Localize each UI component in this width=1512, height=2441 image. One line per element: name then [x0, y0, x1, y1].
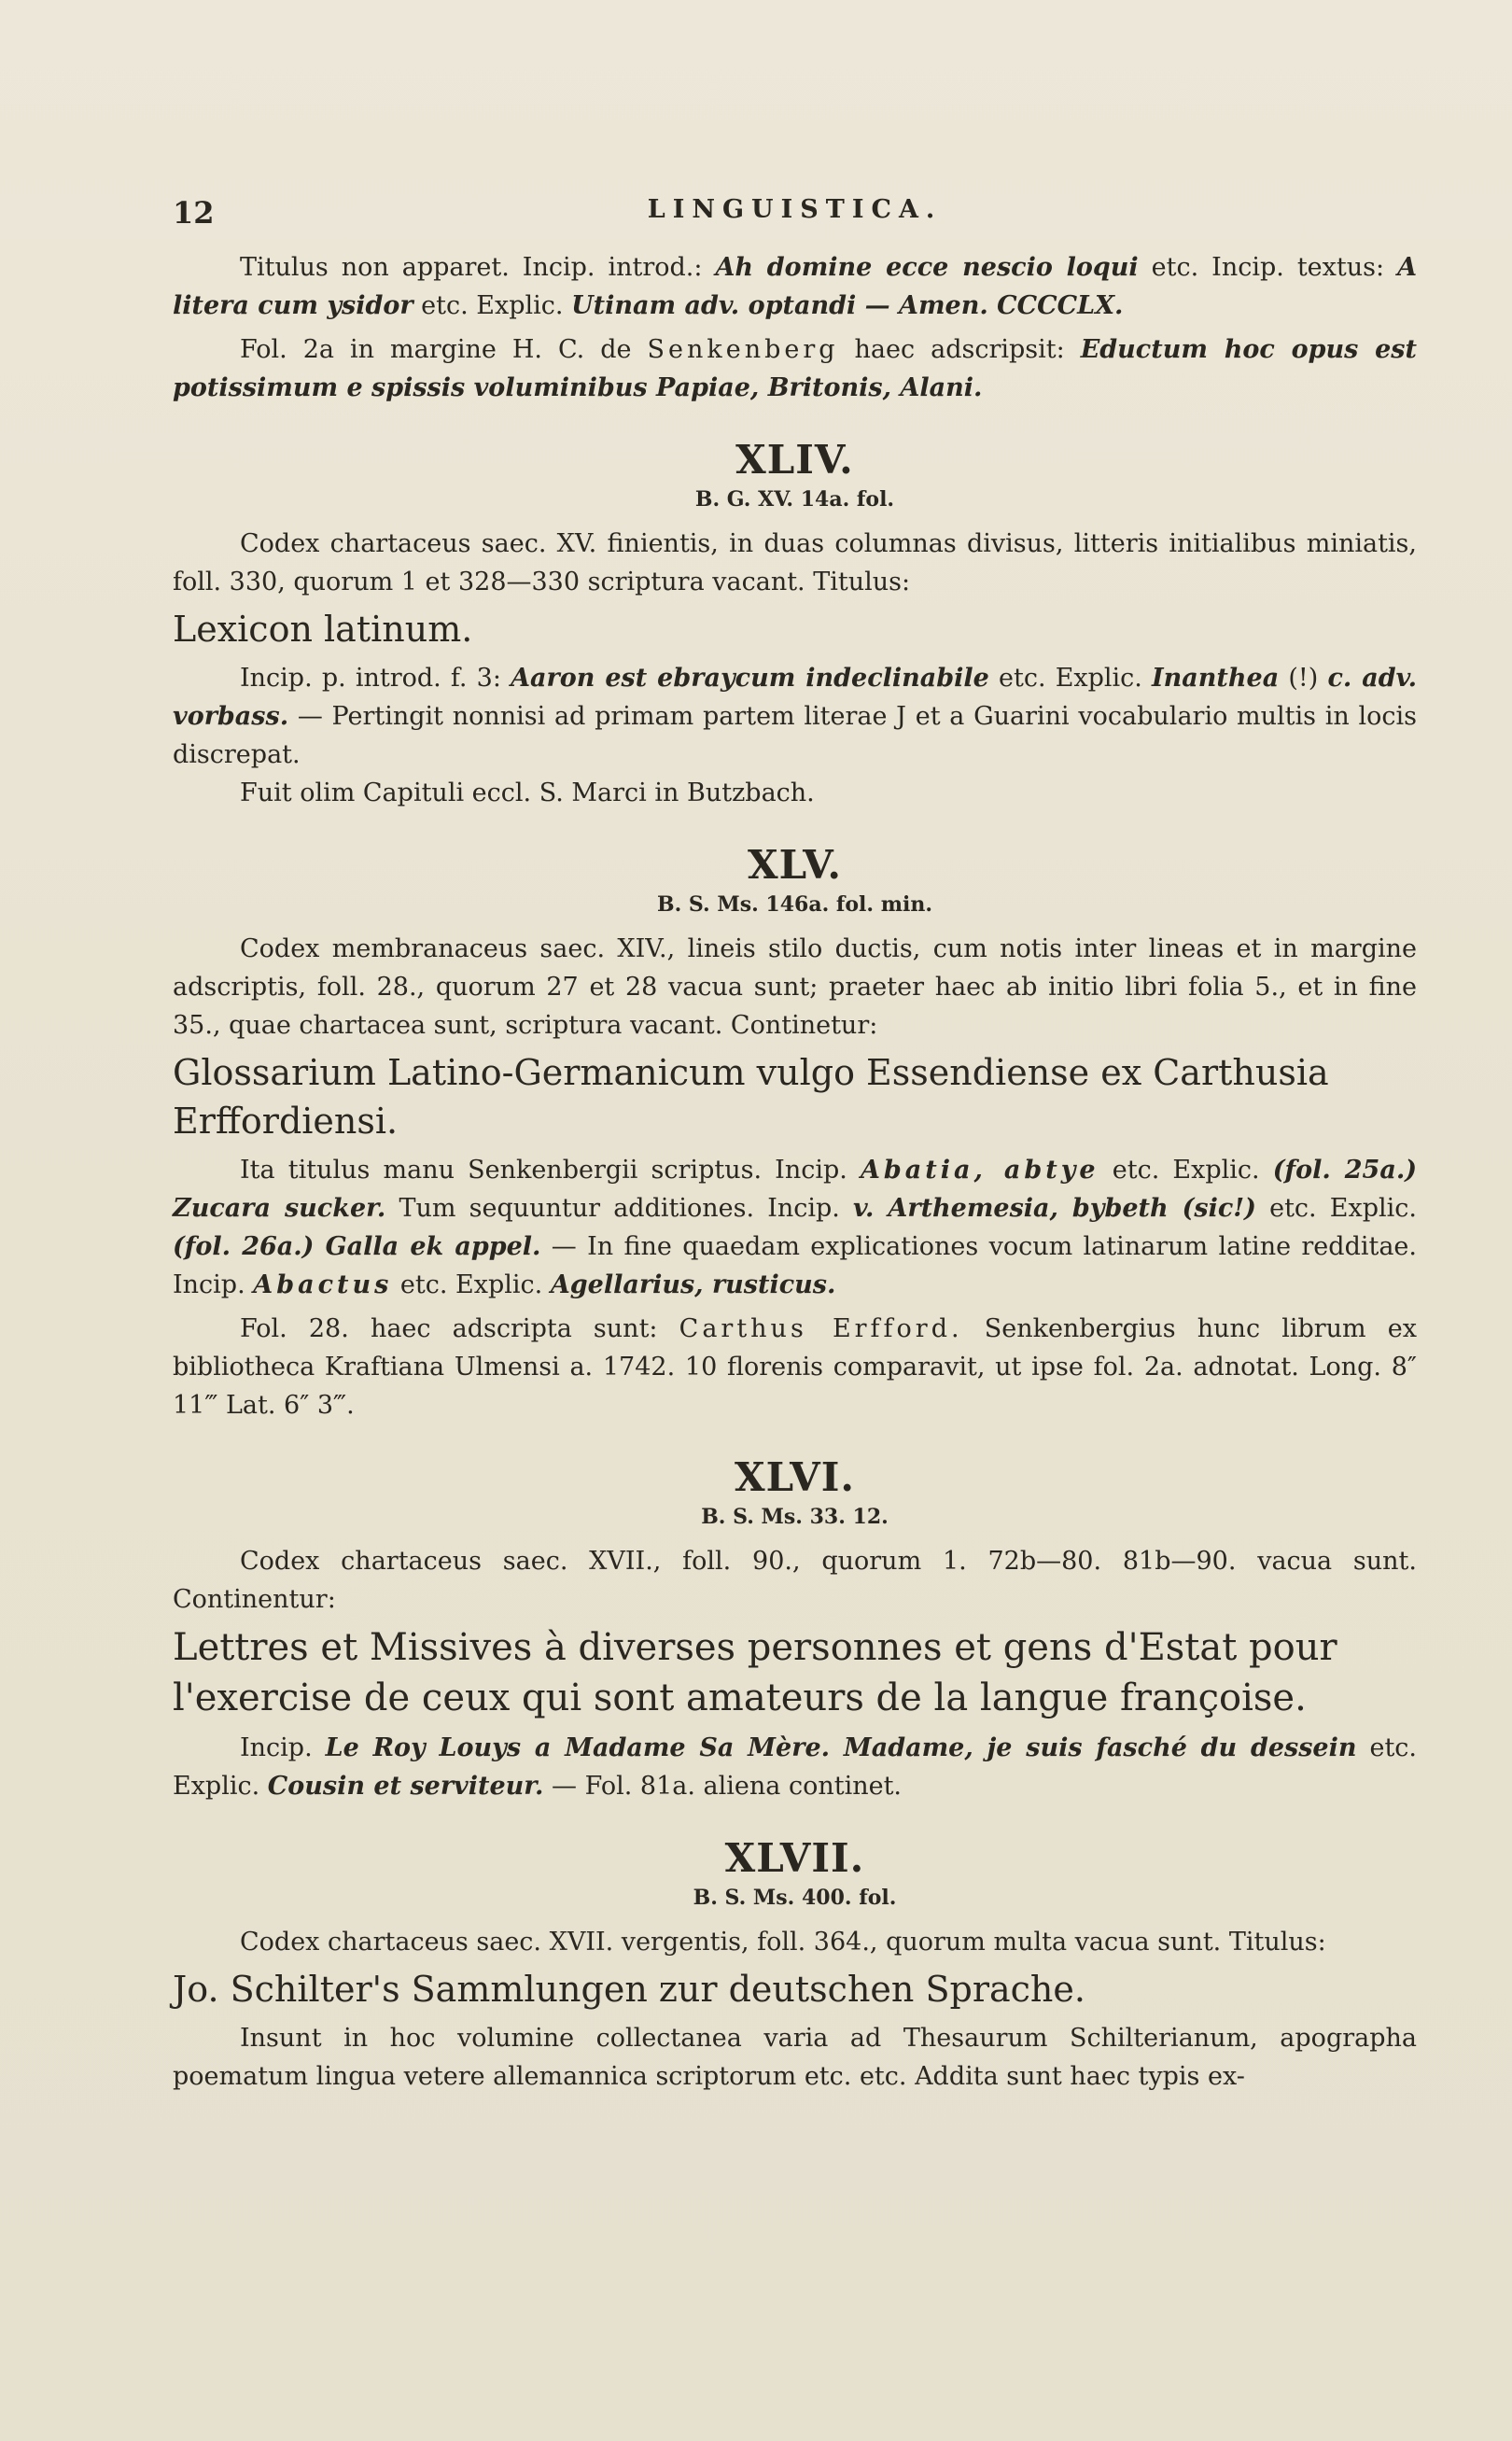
incipit-xlv: Ita titulus manu Senkenbergii scriptus. Incip. Abatia, abtye etc. Explic. (fol. 25a.) Zucara sucker. Tum sequuntur additiones. Incip. v. Arthemesia, bybeth (sic!) etc. Explic. (fol. 26a.) Galla ek appel. — In fine quaedam explicationes vocum latinarum latine redditae. Incip. Abactus etc. Explic. Agellarius, rusticus.	[173, 1156, 1418, 1299]
page-number: 12	[173, 195, 215, 231]
description-xliv: Codex chartaceus saec. XV. finientis, in duas columnas divisus, litteris initialibus miniatis, foll. 330, quorum 1 et 328—330 scriptura vacant. Titulus:	[173, 529, 1417, 596]
provenance-xliv: Fuit olim Capituli eccl. S. Marci in Butzbach.	[240, 779, 815, 807]
shelfmark-xliv: B. G. XV. 14a. fol.	[694, 487, 895, 512]
description-xlvi: Codex chartaceus saec. XVII., foll. 90., quorum 1. 72b—80. 81b—90. vacua sunt. Continentur:	[173, 1547, 1417, 1614]
shelfmark-xlvii: B. S. Ms. 400. fol.	[693, 1886, 897, 1910]
page-header	[173, 179, 1417, 231]
section-title-xlvii: XLVII.	[724, 1835, 865, 1881]
section-title-xlvi: XLVI.	[735, 1454, 855, 1500]
incipit-xlvi: Incip. Le Roy Louys a Madame Sa Mère. Madame, je suis fasché du dessein etc. Explic. Cousin et serviteur. — Fol. 81a. aliena continet.	[173, 1733, 1418, 1801]
intro-paragraph-1: Titulus non apparet. Incip. introd.: Ah domine ecce nescio loqui etc. Incip. textus: A litera cum ysidor etc. Explic. Utinam adv. optandi — Amen. CCCCLX.	[173, 253, 1418, 320]
section-title-xliv: XLIV.	[735, 437, 854, 483]
shelfmark-xlvi: B. S. Ms. 33. 12.	[701, 1505, 889, 1529]
work-title-xlv: Glossarium Latino-Germanicum vulgo Essendiense ex Carthusia Erffordiensi.	[173, 1052, 1329, 1142]
section-title-xlv: XLV.	[747, 842, 842, 888]
work-title-xlvi: Lettres et Missives à diverses personnes et gens d'Estat pour l'exercise de ceux qui sont amateurs de la langue françoise.	[173, 1626, 1337, 1719]
description-xlv: Codex membranaceus saec. XIV., lineis stilo ductis, cum notis inter lineas et in margine adscriptis, foll. 28., quorum 27 et 28 vacua sunt; praeter haec ab initio libri folia 5., et in fine 35., quae chartacea sunt, scriptura vacant. Continetur:	[173, 934, 1417, 1040]
running-head: LINGUISTICA.	[647, 195, 943, 224]
shelfmark-xlv: B. S. Ms. 146a. fol. min.	[657, 892, 932, 917]
note-xlv: Fol. 28. haec adscripta sunt: Carthus Erfford. Senkenbergius hunc librum ex bibliotheca Kraftiana Ulmensi a. 1742. 10 florenis comparavit, ut ipse fol. 2a. adnotat. Long. 8″ 11‴ Lat. 6″ 3‴.	[173, 1314, 1417, 1420]
intro-paragraph-2: Fol. 2a in margine H. C. de Senkenberg haec adscripsit: Eductum hoc opus est potissimum e spissis voluminibus Papiae, Britonis, Alani.	[173, 335, 1417, 402]
incipit-xliv: Incip. p. introd. f. 3: Aaron est ebraycum indeclinabile etc. Explic. Inanthea (!) c. adv. vorbass. — Pertingit nonnisi ad primam partem literae J et a Guarini vocabulario multis in locis discrepat.	[173, 664, 1417, 769]
description-xlvii: Codex chartaceus saec. XVII. vergentis, foll. 364., quorum multa vacua sunt. Titulus:	[240, 1928, 1326, 1957]
work-title-xlvii: Jo. Schilter's Sammlungen zur deutschen Sprache.	[173, 1969, 1085, 2010]
contents-xlvii: Insunt in hoc volumine collectanea varia ad Thesaurum Schilterianum, apographa poematum lingua vetere allemannica scriptorum etc. etc. Addita sunt haec typis ex-	[173, 2024, 1417, 2091]
work-title-xliv: Lexicon latinum.	[173, 609, 473, 650]
